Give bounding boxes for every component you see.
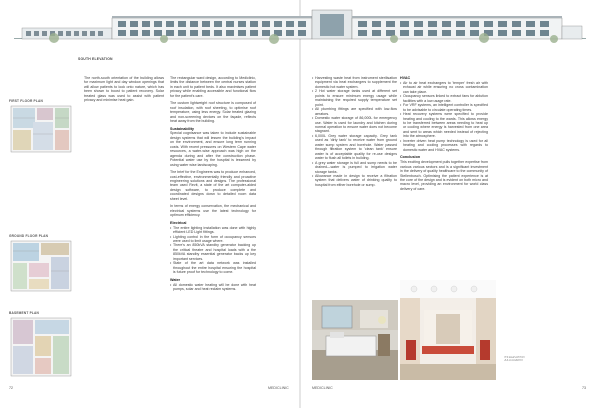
list-item: • Air to air heat exchangers to 'temper' fresh air with exhaust air while ensuring no cross contamination can take place. — [400, 81, 488, 94]
ground-floor-plan-drawing — [9, 239, 73, 293]
sustainability-heading: Sustainability — [170, 126, 194, 131]
text-column-4 — [400, 76, 488, 194]
text-column-1 — [84, 76, 164, 106]
list-item: • Domestic water storage of 86,000L for emergency use. Water is used for laundry and kitchen during normal operation to ensure water does not become stagnant. — [312, 116, 397, 134]
patient-room-photo — [312, 300, 398, 380]
hvac-heading: HVAC — [400, 76, 411, 80]
elevation-label: SOUTH ELEVATION — [78, 57, 113, 61]
list-item: • Occupancy sensors linked to extract fans for ablution facilities with a low usage rate. — [400, 94, 488, 103]
list-item: • All plumbing fittings are specified with low-flow aerators. — [312, 107, 397, 116]
list-item: • Lighting control in the form of occupancy sensors were used to limit usage where. — [170, 235, 256, 244]
sustainability-paragraph: Special cognisance was taken to include sustainable design systems that will lessen the building's impact on the environment, and ensure long term running costs. With recent pressures on Western Cape water resources, a water-wise approach was high on the agenda during and after the construction phase. Potential water use by the hospital is lessened by using water wise landscaping. — [170, 131, 256, 167]
orientation-paragraph: The north-south orientation of the building allows for maximum light and day window openings that will allow patients to look onto nature, which has been shown to boost to patient recovery. Solar treated glass was used to assist with patient privacy and minimise heat gain. — [84, 76, 164, 103]
list-item: • The entire lighting installation was done with highly efficient LED Light fittings. — [170, 226, 256, 235]
list-item: • There's an 850kVA standby generator backing up the critical theatre and hospital loads with a the 850kVA standby essential generator backs up key important services. — [170, 243, 256, 261]
conclusion-heading: Conclusion — [400, 155, 421, 160]
list-item: • 2 Hot water storage tanks used at different set points to ensure minimum energy usage while maintaining the required supply temperature set point. — [312, 89, 397, 107]
atrium-photo — [400, 280, 496, 380]
page-gutter — [299, 0, 301, 408]
list-item: • 6,000L Grey water storage capacity. Grey tank used as 'dirty tank' to receive water from ground water sump system and borehole. Water passed through filtration system to 'clean tank' ensure water is of acceptable quality for re-use designs water to flush all toilets in building. — [312, 134, 397, 161]
conclusion-paragraph: This exciting development pulls together expertise from various various sectors and is a significant investment in the delivery of quality healthcare to the community of Stellenbosch. Optimising the patient experience is at the core of the design and is evident on both micro and macro level, providing an environment for world class delivery of care. — [400, 160, 488, 191]
photo-caption — [504, 356, 574, 363]
right-page-number: 73 — [582, 386, 586, 390]
list-item: • All domestic water heating will be done with heat pumps, solar and heat reclaim systems. — [170, 283, 256, 292]
left-running-footer: MEDICLINIC — [268, 386, 289, 390]
south-elevation-drawing — [14, 8, 586, 54]
text-column-3 — [312, 76, 397, 190]
ward-design-paragraph: The rectangular ward design, according to Mediclinic, limits the distance between the central nurses station in each unit to patient beds. It also maximises patient privacy while enabling accessible and functional flow for the patient's care. — [170, 76, 256, 98]
list-item: • For VRF systems, an intelligent controller is specified to be advisable to circulate operating times. — [400, 103, 488, 112]
first-floor-plan-drawing — [9, 104, 73, 154]
text-column-2 — [170, 76, 256, 294]
roof-paragraph: The custom lightweight roof structure is composed of roof insulation, with roof sheeting, to optimise roof temperature, using less energy. Solar treated glazing and non-screening devices on the façade, reflects heat away from the building. — [170, 101, 256, 124]
left-page-number: 72 — [9, 386, 13, 390]
electrical-heading: Electrical — [170, 220, 187, 225]
engineers-paragraph: The brief for the Engineers was to produce enhanced, cost-effective, environmentally friendly and proactive engineering solutions and designs. The professional team used Revit, a state of the art computer-aided design software, to produce complete and coordinated designs down to detailed room data sheet level. — [170, 170, 256, 201]
list-item: • A grey water storage is full and sump needs to be drained—water is pumped to irrigation water storage tanks. — [312, 161, 397, 174]
first-floor-plan-label: FIRST FLOOR PLAN — [9, 99, 44, 103]
water-list — [170, 283, 256, 292]
caption-text: ITS ELEVATION JULIA FAIRFIX — [504, 355, 525, 363]
electrical-list — [170, 226, 256, 275]
hvac-list — [400, 81, 488, 152]
list-item: • Inverter driven heat pump technology is used for all heating and cooling processes with regards to domestic water and HVAC systems. — [400, 139, 488, 152]
energy-paragraph: In terms of energy conservation, the mechanical and electrical systems use the latest technology for optimum efficiency. — [170, 204, 256, 218]
water-heading: Water — [170, 277, 181, 282]
right-running-footer: MEDICLINIC — [312, 386, 333, 390]
list-item: • Allowance made in design to receive a filtration system that delivers water of drinking quality to hospital from either borehole or sump. — [312, 174, 397, 187]
basement-plan-drawing — [9, 316, 73, 378]
list-item: • Heat recovery systems were specified to provide heating and cooling to the wards. This allows energy to be transferred between areas needing to heat up or cooling where energy is harvested from one area and sent to areas which needed instead of rejecting into the atmosphere. — [400, 112, 488, 139]
ground-floor-plan-label: GROUND FLOOR PLAN — [9, 234, 49, 238]
basement-plan-label: BASEMENT PLAN — [9, 311, 40, 315]
water-systems-list — [312, 76, 397, 187]
list-item: • State of the art data network was installed throughout the entire hospital ensuring the hospital is future proof for technology to come. — [170, 261, 256, 274]
list-item: • Harvesting waste heat from instrument sterilisation equipment via heat exchangers to supplement the domestic hot water system. — [312, 76, 397, 89]
